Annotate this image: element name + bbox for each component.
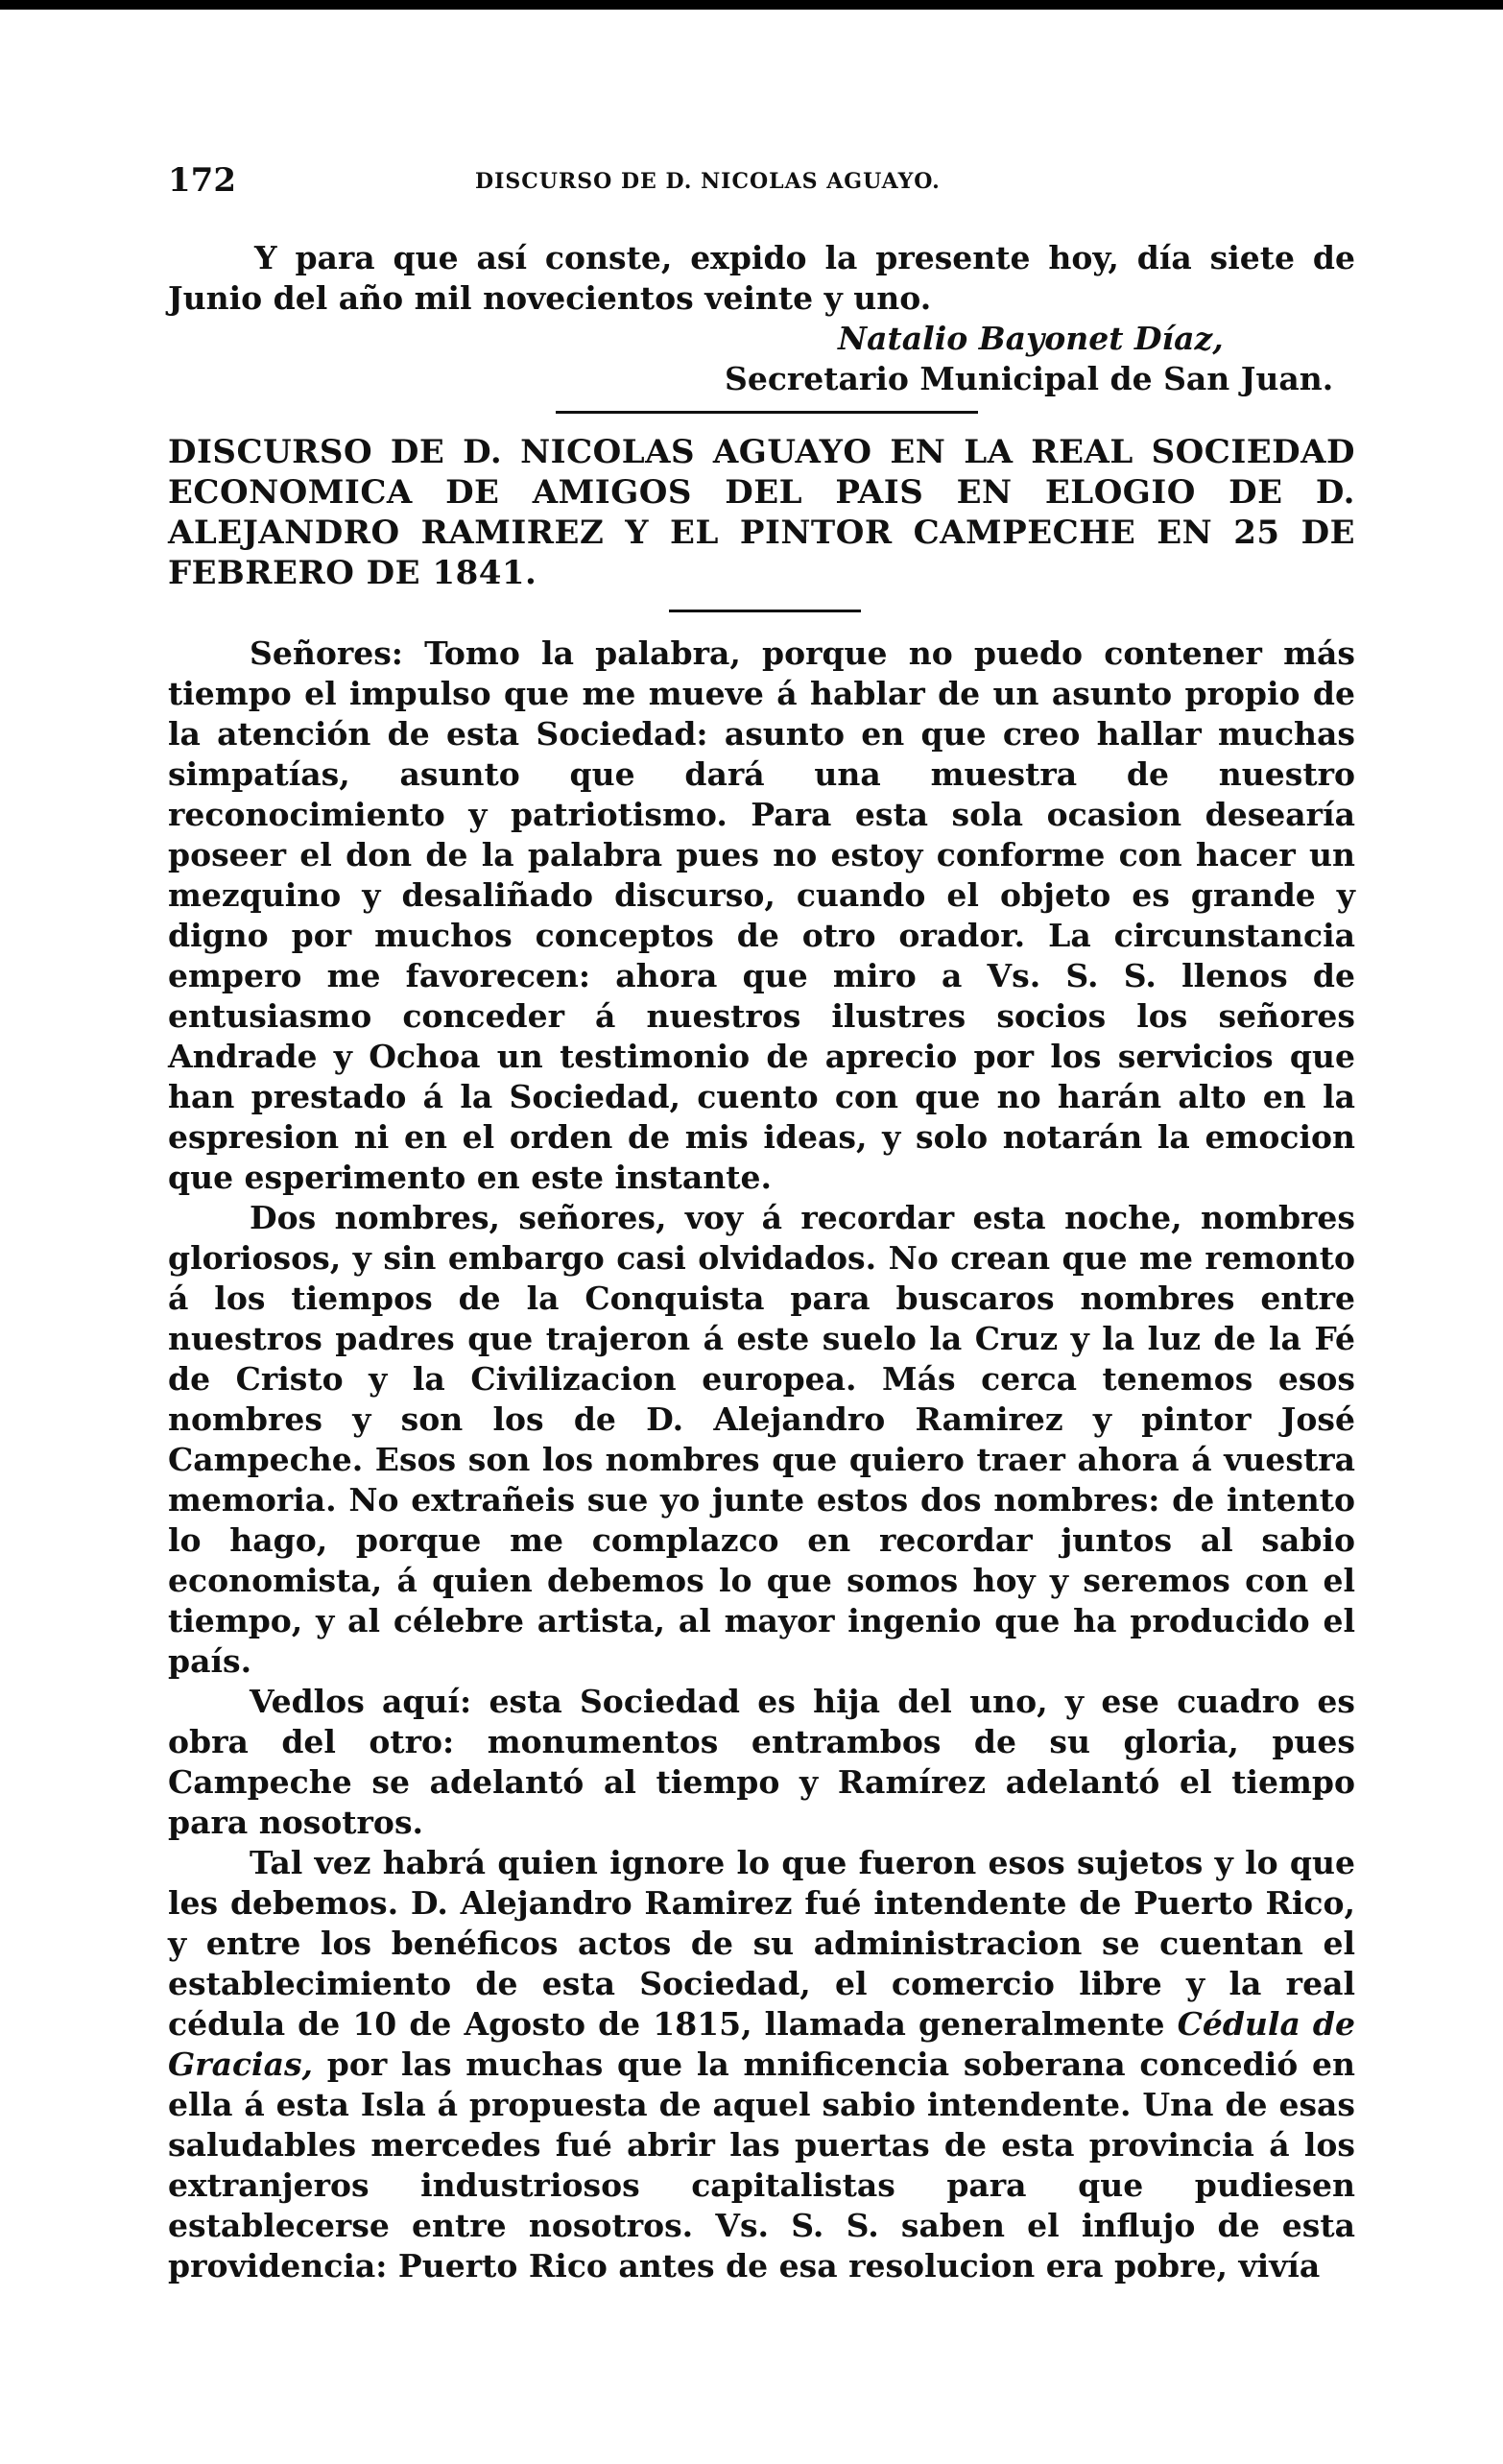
paragraph: Señores: Tomo la palabra, porque no puedo contener más tiempo el impulso que me mueve á hablar de un asunto propio de la atención de esta Sociedad: asunto en que creo hallar muchas simpatías, asunto que dará una muestra de nuestro reconocimiento y patriotismo. Para esta sola ocasion desearía poseer el don de la palabra pues no estoy conforme con hacer un mezquino y desaliñado discurso, cuando el objeto es grande y digno por muchos conceptos de otro orador. La circunstancia empero me favorecen: ahora que miro a Vs. S. S. llenos de entusiasmo conceder á nuestros ilustres socios los señores Andrade y Ochoa un testimonio de aprecio por los servicios que han prestado á la Sociedad, cuento con que no harán alto en la espresion ni en el orden de mis ideas, y solo notarán la emocion que esperimento en este instante. (168, 634, 1355, 1196)
text-run: Tal vez habrá quien ignore lo que fueron esos sujetos y lo que les debemos. D. Alejandro Ramirez fué intendente de Puerto Rico, y entre los benéficos actos de su administracion se cuentan el establecimiento de esta Sociedad, el comercio libre y la real cédula de 10 de Agosto de 1815, llamada generalmente (168, 1844, 1355, 2043)
title-rule (669, 610, 861, 612)
signatory-title: Secretario Municipal de San Juan. (725, 360, 1334, 397)
signatory-name: Natalio Bayonet Díaz, (838, 320, 1224, 357)
discourse-body (168, 634, 1355, 2286)
running-head: DISCURSO DE D. NICOLAS AGUAYO. (475, 169, 941, 194)
paragraph: Vedlos aquí: esta Sociedad es hija del uno, y ese cuadro es obra del otro: monumentos entrambos de su gloria, pues Campeche se adelantó al tiempo y Ramírez adelantó el tiempo para nosotros. (168, 1683, 1355, 1841)
page-header (168, 161, 1355, 200)
page-number: 172 (168, 161, 236, 200)
paragraph: Dos nombres, señores, voy á recordar esta noche, nombres gloriosos, y sin embargo casi olvidados. No crean que me remonto á los tiempos de la Conquista para buscaros nombres entre nuestros padres que trajeron á este suelo la Cruz y la luz de la Fé de Cristo y la Civilizacion europea. Más cerca tenemos esos nombres y son los de D. Alejandro Ramirez y pintor José Campeche. Esos son los nombres que quiero traer ahora á vuestra memoria. No extrañeis sue yo junte estos dos nombres: de intento lo hago, porque me complazco en recordar juntos al sabio economista, á quien debemos lo que somos hoy y seremos con el tiempo, y al célebre artista, al mayor ingenio que ha producido el país. (168, 1199, 1355, 1680)
text-run: por las muchas que la mnificencia soberana concedió en ella á esta Isla á propuesta de aquel sabio intendente. Una de esas saludables mercedes fué abrir las puertas de esta provincia á los extranjeros industriosos capitalistas para que pudiesen establecerse entre nosotros. Vs. S. S. saben el influjo de esta providencia: Puerto Rico antes de esa resolucion era pobre, vivía (168, 2045, 1355, 2285)
paragraph-last (168, 1843, 1355, 2286)
separator-rule (556, 411, 978, 414)
book-page (168, 0, 1355, 2464)
signature-block (725, 319, 1333, 399)
opening-paragraph: Y para que así conste, expido la presente hoy, día siete de Junio del año mil novecientos veinte y uno. (168, 239, 1355, 317)
section-title: DISCURSO DE D. NICOLAS AGUAYO EN LA REAL SOCIEDAD ECONOMICA DE AMIGOS DEL PAIS EN ELOGIO DE D. ALEJANDRO RAMIREZ Y EL PINTOR CAMPECHE EN 25 DE FEBRERO DE 1841. (168, 433, 1355, 592)
italic-title: Cédula de Gracias, (168, 2005, 1355, 2083)
